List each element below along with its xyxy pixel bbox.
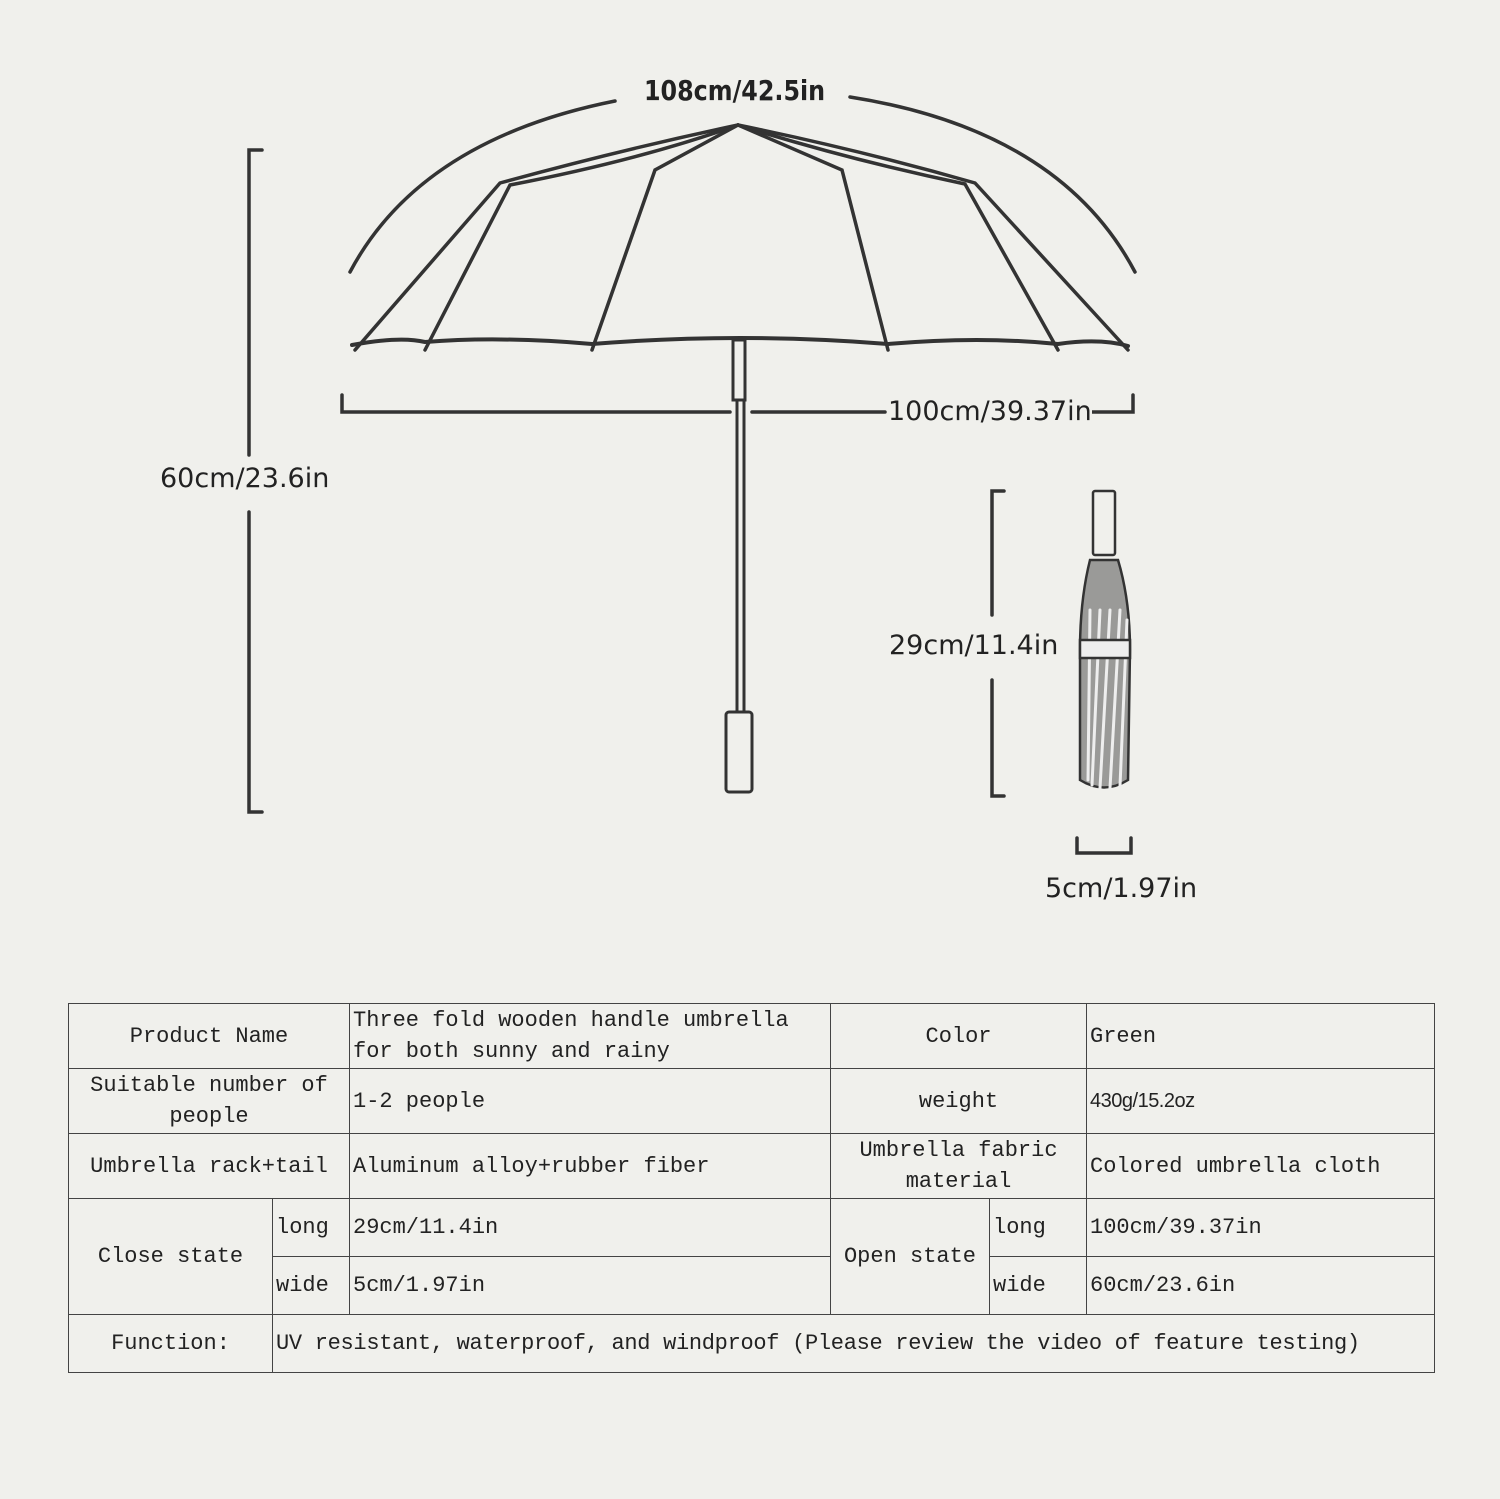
table-row: [69, 1199, 1435, 1257]
closed-width-label: 5cm/1.97in: [1045, 873, 1198, 904]
product-name-label: Product Name: [69, 1004, 350, 1069]
table-row: [69, 1134, 1435, 1199]
open-long-value: 100cm/39.37in: [1087, 1199, 1435, 1257]
arc-dimension-right: [850, 97, 1135, 272]
arc-length-label: 108cm/42.5in: [644, 74, 826, 107]
spec-table: [68, 1003, 1435, 1373]
rack-value: Aluminum alloy+rubber fiber: [350, 1134, 831, 1199]
open-wide-value: 60cm/23.6in: [1087, 1257, 1435, 1315]
open-umbrella-canopy: [352, 125, 1128, 350]
closed-umbrella: [1080, 491, 1130, 788]
umbrella-shaft: [737, 400, 744, 712]
closed-length-label: 29cm/11.4in: [889, 630, 1059, 661]
color-label: Color: [831, 1004, 1087, 1069]
close-wide-value: 5cm/1.97in: [350, 1257, 831, 1315]
fabric-label: Umbrella fabric material: [831, 1134, 1087, 1199]
closed-width-dimension-line: [1077, 838, 1131, 853]
function-label: Function:: [69, 1315, 273, 1373]
function-value: UV resistant, waterproof, and windproof (Please review the video of feature testing): [273, 1315, 1435, 1373]
table-row: [69, 1004, 1435, 1069]
open-long-label: long: [990, 1199, 1087, 1257]
color-value: Green: [1087, 1004, 1435, 1069]
table-row: [69, 1069, 1435, 1134]
people-value: 1-2 people: [350, 1069, 831, 1134]
close-wide-label: wide: [273, 1257, 350, 1315]
product-name-value: Three fold wooden handle umbrella for both sunny and rainy: [350, 1004, 831, 1069]
open-wide-label: wide: [990, 1257, 1087, 1315]
arc-dimension-left: [350, 101, 615, 272]
weight-value: 430g/15.2oz: [1087, 1069, 1435, 1134]
open-state-label: Open state: [831, 1199, 990, 1315]
close-long-label: long: [273, 1199, 350, 1257]
close-state-label: Close state: [69, 1199, 273, 1315]
close-long-value: 29cm/11.4in: [350, 1199, 831, 1257]
table-row: [69, 1315, 1435, 1373]
weight-label: weight: [831, 1069, 1087, 1134]
open-width-label: 100cm/39.37in: [888, 396, 1092, 427]
table-row: [69, 1257, 1435, 1315]
umbrella-shaft-upper: [733, 340, 745, 400]
fabric-value: Colored umbrella cloth: [1087, 1134, 1435, 1199]
umbrella-handle: [726, 712, 752, 792]
open-height-label: 60cm/23.6in: [160, 463, 330, 494]
people-label: Suitable number of people: [69, 1069, 350, 1134]
rack-label: Umbrella rack+tail: [69, 1134, 350, 1199]
